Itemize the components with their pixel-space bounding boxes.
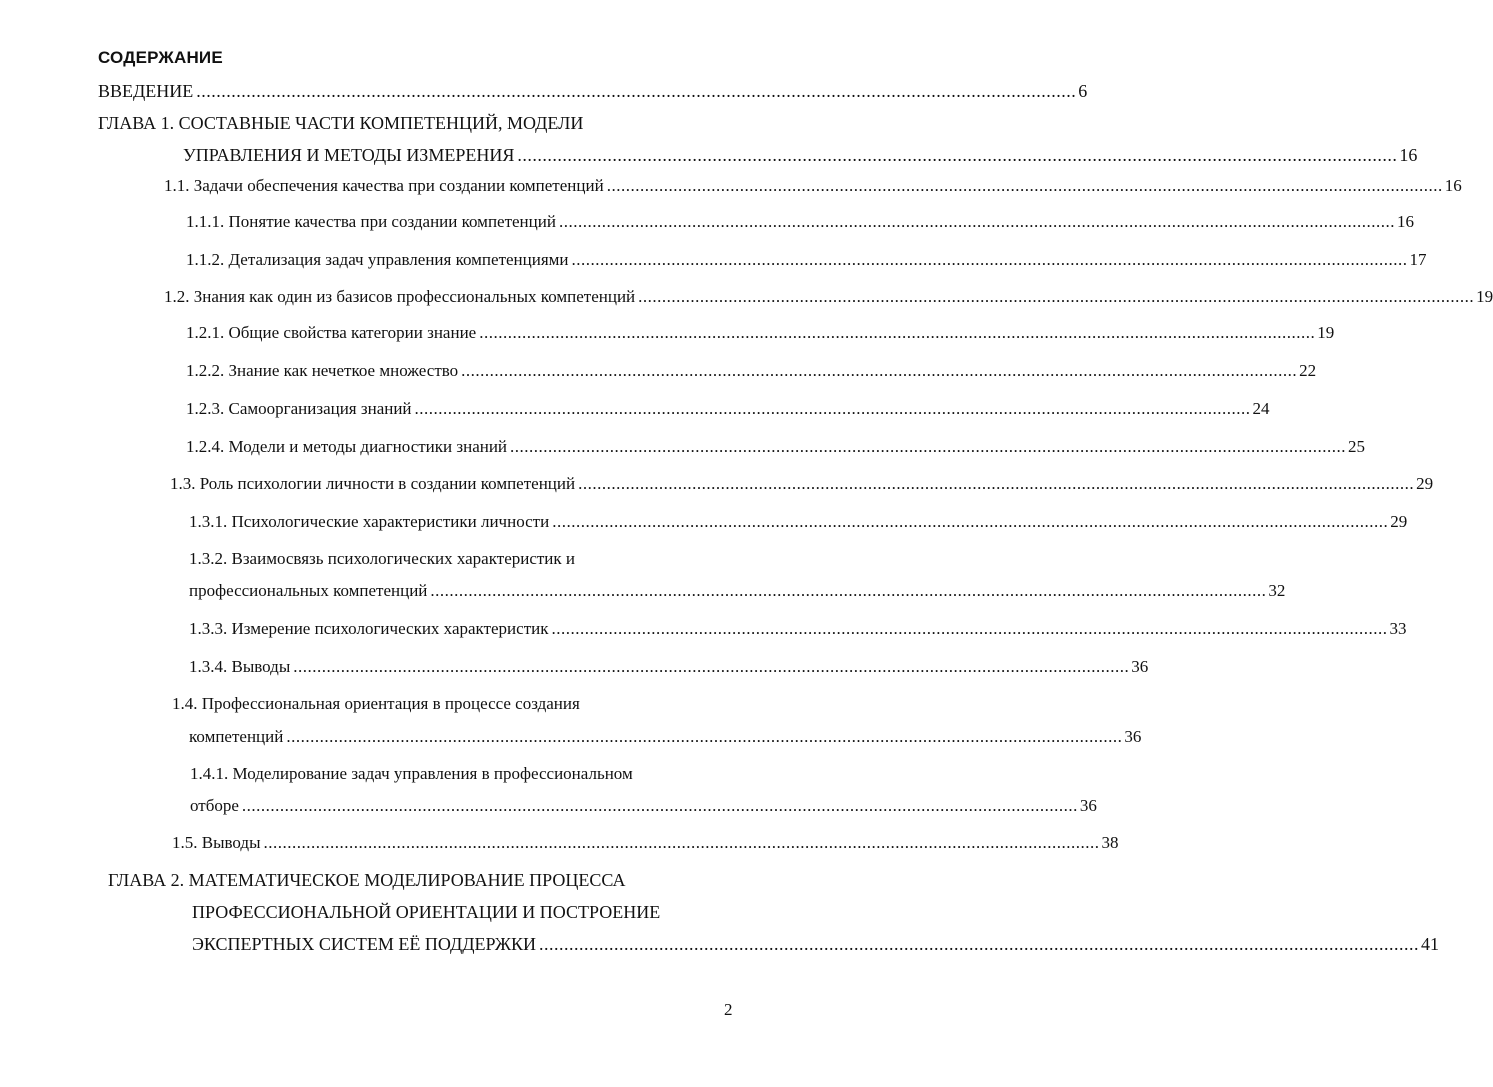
toc-entry-1-4-1-line1: 1.4.1. Моделирование задач управления в профессиональном <box>190 764 633 783</box>
toc-entry-1-3-3 <box>189 619 1407 639</box>
dot-leader: ................................................................................................................................................................................ <box>196 81 1077 101</box>
toc-entry-page: 33 <box>1389 619 1407 638</box>
toc-entry-chapter-2-line1: ГЛАВА 2. МАТЕМАТИЧЕСКОЕ МОДЕЛИРОВАНИЕ ПРОЦЕССА <box>108 870 626 890</box>
dot-leader: ................................................................................................................................................................................ <box>571 250 1408 269</box>
dot-leader: ................................................................................................................................................................................ <box>552 512 1389 531</box>
toc-entry-page: 32 <box>1268 581 1286 600</box>
dot-leader: ................................................................................................................................................................................ <box>414 399 1251 418</box>
dot-leader: ................................................................................................................................................................................ <box>263 833 1100 852</box>
toc-entry-page: 16 <box>1399 145 1418 165</box>
toc-entry-page: 36 <box>1079 796 1097 815</box>
dot-leader: ................................................................................................................................................................................ <box>241 796 1078 815</box>
toc-entry-page: 25 <box>1348 437 1366 456</box>
toc-entry-1-3-2-line1: 1.3.2. Взаимосвязь психологических характеристик и <box>189 549 576 568</box>
toc-entry-1-2-4 <box>186 437 1366 457</box>
toc-entry-1-3-2 <box>189 581 1286 601</box>
toc-entry-1-1-1 <box>186 212 1414 232</box>
toc-entry-text: отборе <box>190 796 239 815</box>
toc-entry-1-2 <box>164 287 1493 307</box>
toc-entry-page: 17 <box>1409 250 1427 269</box>
dot-leader: ................................................................................................................................................................................ <box>539 934 1420 954</box>
toc-entry-page: 22 <box>1299 361 1317 380</box>
toc-entry-page: 36 <box>1124 727 1142 746</box>
toc-entry-page: 38 <box>1101 833 1119 852</box>
toc-entry-text: 1.1.2. Детализация задач управления компетенциями <box>186 250 569 269</box>
toc-entry-chapter-2-line2: ПРОФЕССИОНАЛЬНОЙ ОРИЕНТАЦИИ И ПОСТРОЕНИЕ <box>192 902 661 922</box>
toc-entry-text: компетенций <box>189 727 284 746</box>
toc-entry-1-4-1 <box>190 796 1097 816</box>
toc-entry-introduction <box>98 81 1088 101</box>
toc-entry-1-2-1 <box>186 323 1335 343</box>
toc-entry-chapter-1-line1: ГЛАВА 1. СОСТАВНЫЕ ЧАСТИ КОМПЕТЕНЦИЙ, МОДЕЛИ <box>98 113 584 133</box>
toc-entry-page: 19 <box>1317 323 1335 342</box>
toc-entry-chapter-2 <box>192 934 1440 954</box>
toc-entry-text: 1.2.3. Самоорганизация знаний <box>186 399 412 418</box>
toc-entry-text: профессиональных компетенций <box>189 581 428 600</box>
toc-entry-page: 16 <box>1444 176 1462 195</box>
dot-leader: ................................................................................................................................................................................ <box>461 361 1298 380</box>
toc-entry-1-2-2 <box>186 361 1317 381</box>
dot-leader: ................................................................................................................................................................................ <box>606 176 1443 195</box>
toc-entry-page: 24 <box>1252 399 1270 418</box>
toc-entry-text: 1.1.1. Понятие качества при создании компетенций <box>186 212 556 231</box>
toc-entry-text: 1.2.1. Общие свойства категории знание <box>186 323 477 342</box>
toc-entry-1-2-3 <box>186 399 1270 419</box>
dot-leader: ................................................................................................................................................................................ <box>293 657 1130 676</box>
toc-entry-1-3 <box>170 474 1434 494</box>
toc-entry-1-5 <box>172 833 1119 853</box>
toc-entry-text: 1.2.2. Знание как нечеткое множество <box>186 361 459 380</box>
toc-entry-page: 16 <box>1396 212 1414 231</box>
toc-entry-1-4 <box>189 727 1142 747</box>
toc-title: СОДЕРЖАНИЕ <box>98 48 223 67</box>
toc-entry-text: 1.2.4. Модели и методы диагностики знаний <box>186 437 508 456</box>
toc-entry-text: 1.3.1. Психологические характеристики личности <box>189 512 550 531</box>
toc-entry-page: 41 <box>1421 934 1440 954</box>
dot-leader: ................................................................................................................................................................................ <box>578 474 1415 493</box>
toc-entry-1-1-2 <box>186 250 1427 270</box>
toc-entry-page: 29 <box>1390 512 1408 531</box>
dot-leader: ................................................................................................................................................................................ <box>479 323 1316 342</box>
toc-entry-text: 1.5. Выводы <box>172 833 261 852</box>
toc-entry-page: 36 <box>1131 657 1149 676</box>
toc-entry-page: 29 <box>1416 474 1434 493</box>
toc-entry-text: УПРАВЛЕНИЯ И МЕТОДЫ ИЗМЕРЕНИЯ <box>183 145 515 165</box>
toc-entry-1-1 <box>164 176 1462 196</box>
dot-leader: ................................................................................................................................................................................ <box>551 619 1388 638</box>
toc-entry-text: 1.3.3. Измерение психологических характеристик <box>189 619 549 638</box>
toc-entry-text: 1.3.4. Выводы <box>189 657 291 676</box>
toc-entry-chapter-1 <box>183 145 1418 165</box>
page-number: 2 <box>724 1000 733 1019</box>
toc-entry-page: 6 <box>1078 81 1088 101</box>
toc-entry-1-4-line1: 1.4. Профессиональная ориентация в процессе создания <box>172 694 580 713</box>
toc-entry-text: ЭКСПЕРТНЫХ СИСТЕМ ЕЁ ПОДДЕРЖКИ <box>192 934 537 954</box>
dot-leader: ................................................................................................................................................................................ <box>430 581 1267 600</box>
toc-entry-text: 1.1. Задачи обеспечения качества при создании компетенций <box>164 176 604 195</box>
toc-entry-1-3-1 <box>189 512 1408 532</box>
dot-leader: ................................................................................................................................................................................ <box>638 287 1475 306</box>
toc-entry-text: 1.3. Роль психологии личности в создании компетенций <box>170 474 576 493</box>
dot-leader: ................................................................................................................................................................................ <box>286 727 1123 746</box>
toc-entry-text: 1.2. Знания как один из базисов профессиональных компетенций <box>164 287 636 306</box>
toc-entry-page: 19 <box>1476 287 1493 306</box>
dot-leader: ................................................................................................................................................................................ <box>517 145 1398 165</box>
toc-entry-1-3-4 <box>189 657 1149 677</box>
dot-leader: ................................................................................................................................................................................ <box>558 212 1395 231</box>
toc-entry-text: ВВЕДЕНИЕ <box>98 81 194 101</box>
dot-leader: ................................................................................................................................................................................ <box>510 437 1347 456</box>
